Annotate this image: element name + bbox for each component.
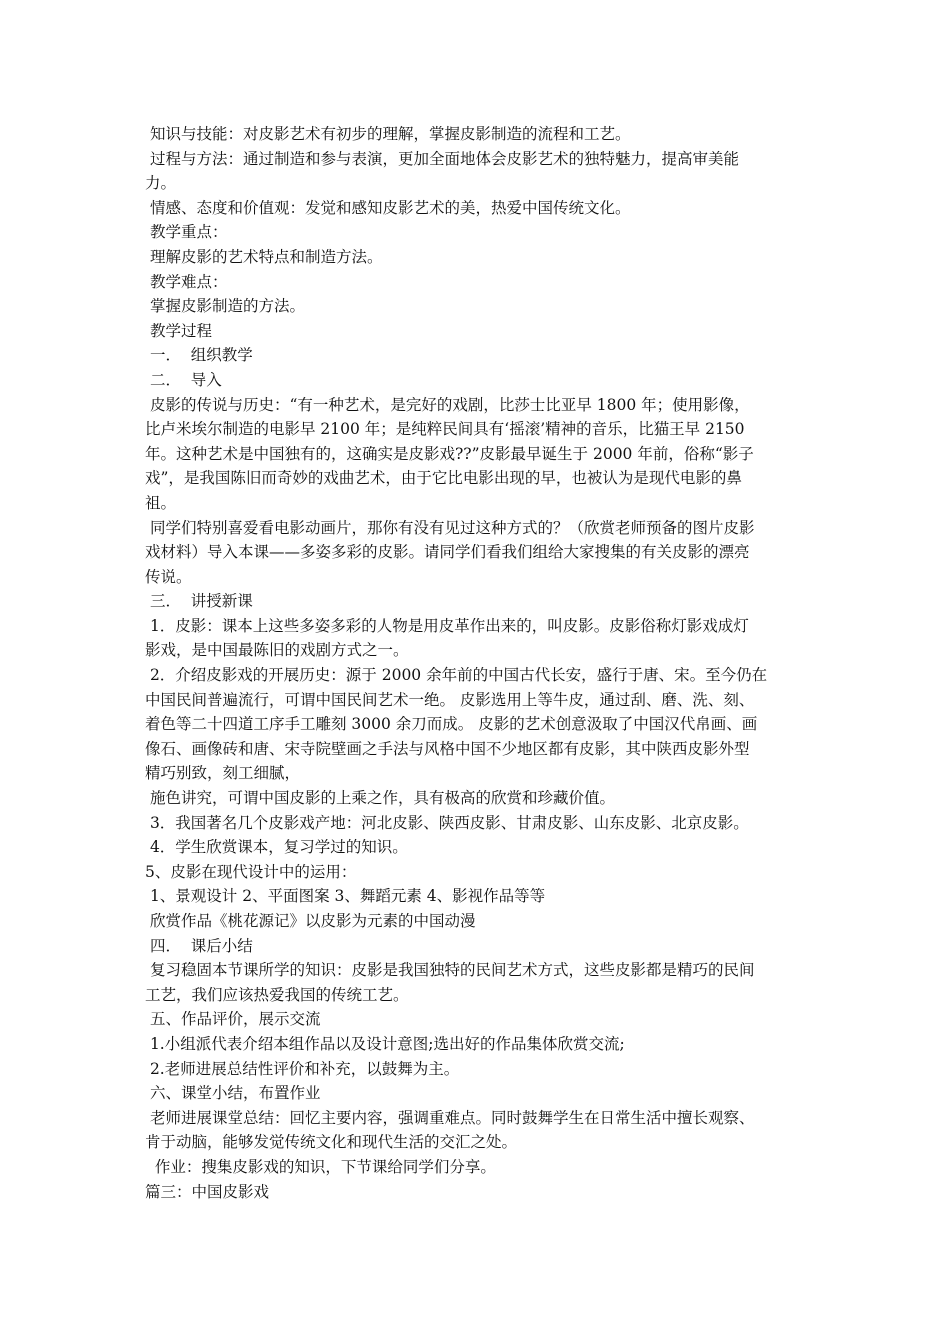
text-line: 作业：搜集皮影戏的知识，下节课给同学们分享。 <box>145 1157 496 1176</box>
text-line: 比卢米埃尔制造的电影早 2100 年；是纯粹民间具有‘摇滚’精神的音乐，比猫王早 2150 <box>145 420 745 439</box>
section-heading: 三． 讲授新课 <box>145 592 253 611</box>
text-line: 2.老师进展总结性评价和补充，以鼓舞为主。 <box>145 1059 460 1078</box>
section-heading: 一． 组织教学 <box>145 346 253 365</box>
document-body <box>145 122 810 1204</box>
text-line: 5、皮影在现代设计中的运用： <box>145 862 357 881</box>
text-line: 祖。 <box>145 493 177 512</box>
text-line: 力。 <box>145 174 177 193</box>
section-heading: 六、课堂小结，布置作业 <box>145 1084 321 1103</box>
text-line: 工艺，我们应该热爱我国的传统工艺。 <box>145 985 409 1004</box>
text-line: 施色讲究，可谓中国皮影的上乘之作，具有极高的欣赏和珍藏价值。 <box>145 789 615 808</box>
text-line: 年。这种艺术是中国独有的，这确实是皮影戏??”皮影最早诞生于 2000 年前，俗称“影子 <box>145 444 754 463</box>
text-line: 过程与方法：通过制造和参与表演，更加全面地体会皮影艺术的独特魅力，提高审美能 <box>145 149 739 168</box>
text-line: 2．介绍皮影戏的开展历史：源于 2000 余年前的中国古代长安，盛行于唐、宋。至今仍在 <box>145 666 768 685</box>
text-line: 1、景观设计 2、平面图案 3、舞蹈元素 4、影视作品等等 <box>145 887 546 906</box>
section-heading: 篇三：中国皮影戏 <box>145 1182 270 1201</box>
text-line: 戏”，是我国陈旧而奇妙的戏曲艺术，由于它比电影出现的早，也被认为是现代电影的鼻 <box>145 469 742 488</box>
text-line: 中国民间普遍流行，可谓中国民间艺术一绝。 皮影选用上等牛皮，通过刮、磨、洗、刻、 <box>145 690 755 709</box>
text-line: 复习稳固本节课所学的知识：皮影是我国独特的民间艺术方式，这些皮影都是精巧的民间 <box>145 961 755 980</box>
text-line: 3．我国著名几个皮影戏产地：河北皮影、陕西皮影、甘肃皮影、山东皮影、北京皮影。 <box>145 813 749 832</box>
text-line: 老师进展课堂总结：回忆主要内容，强调重难点。同时鼓舞学生在日常生活中擅长观察、 <box>145 1108 755 1127</box>
text-line: 肯于动脑，能够发觉传统文化和现代生活的交汇之处。 <box>145 1133 518 1152</box>
text-line: 掌握皮影制造的方法。 <box>145 297 305 316</box>
section-heading: 二． 导入 <box>145 370 222 389</box>
section-heading: 教学重点： <box>145 223 228 242</box>
text-line: 理解皮影的艺术特点和制造方法。 <box>145 247 383 266</box>
text-line: 1.小组派代表介绍本组作品以及设计意图;选出好的作品集体欣赏交流; <box>145 1034 625 1053</box>
text-line: 传说。 <box>145 567 192 586</box>
text-line: 着色等二十四道工序手工雕刻 3000 余刀而成。 皮影的艺术创意汲取了中国汉代帛画、画 <box>145 715 758 734</box>
text-line: 皮影的传说与历史：“有一种艺术，是完好的戏剧，比莎士比亚早 1800 年；使用影像， <box>145 395 750 414</box>
section-heading: 五、作品评价，展示交流 <box>145 1010 321 1029</box>
text-line: 精巧别致，刻工细腻， <box>145 764 301 783</box>
section-heading: 教学过程 <box>145 321 212 340</box>
text-line: 同学们特别喜爱看电影动画片，那你有没有见过这种方式的？（欣赏老师预备的图片皮影 <box>145 518 755 537</box>
section-heading: 教学难点： <box>145 272 228 291</box>
text-line: 1．皮影：课本上这些多姿多彩的人物是用皮革作出来的，叫皮影。皮影俗称灯影戏成灯 <box>145 616 749 635</box>
text-line: 知识与技能：对皮影艺术有初步的理解，掌握皮影制造的流程和工艺。 <box>145 125 631 143</box>
text-line: 影戏，是中国最陈旧的戏剧方式之一。 <box>145 641 409 660</box>
text-line: 4．学生欣赏课本，复习学过的知识。 <box>145 838 408 857</box>
text-line: 像石、画像砖和唐、宋寺院壁画之手法与风格中国不少地区都有皮影，其中陕西皮影外型 <box>145 739 750 758</box>
text-line: 戏材料）导入本课——多姿多彩的皮影。请同学们看我们组给大家搜集的有关皮影的漂亮 <box>145 543 750 562</box>
section-heading: 四． 课后小结 <box>145 936 253 955</box>
text-line: 情感、态度和价值观：发觉和感知皮影艺术的美，热爱中国传统文化。 <box>145 198 631 217</box>
text-line: 欣赏作品《桃花源记》以皮影为元素的中国动漫 <box>145 912 476 930</box>
